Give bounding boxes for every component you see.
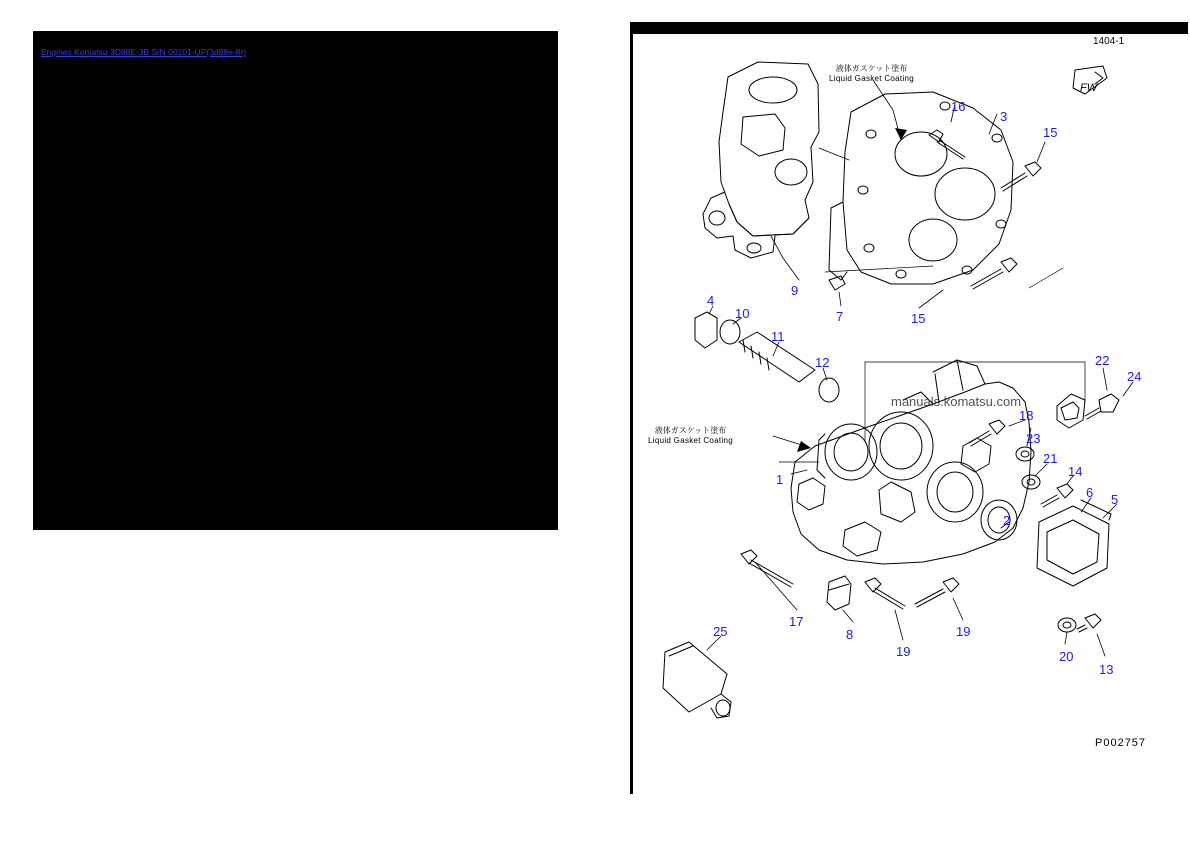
diagram-canvas [633, 22, 1188, 794]
callout-14[interactable]: 14 [1068, 464, 1083, 479]
gasket-coating-label-top [829, 64, 914, 84]
callout-19-a[interactable]: 19 [896, 644, 911, 659]
callout-16-a[interactable]: 16 [951, 99, 966, 114]
callout-15-b[interactable]: 15 [911, 311, 926, 326]
callout-25[interactable]: 25 [713, 624, 728, 639]
callout-19-b[interactable]: 19 [956, 624, 971, 639]
forward-direction-label: FW [1080, 82, 1098, 94]
page-code-label: 1404-1 [1093, 36, 1125, 47]
callout-2[interactable]: 2 [1003, 513, 1011, 528]
callout-23[interactable]: 23 [1026, 431, 1041, 446]
callout-15-a[interactable]: 15 [1043, 125, 1058, 140]
left-black-panel [33, 31, 558, 530]
gasket-coating-jp-left: 液体ガスケット塗布 [654, 426, 727, 435]
site-watermark: manuals.komatsu.com [891, 394, 1022, 409]
parts-diagram-panel [630, 22, 1185, 794]
callout-5[interactable]: 5 [1111, 492, 1119, 507]
callout-1[interactable]: 1 [776, 472, 784, 487]
gasket-coating-jp-top: 液体ガスケット塗布 [835, 64, 908, 73]
catalog-title-link[interactable]: Engines Komatsu 3D88E-3B S/N 00101-UP(3d88e-8r) [41, 47, 247, 57]
callout-4[interactable]: 4 [707, 293, 715, 308]
callout-21[interactable]: 21 [1043, 451, 1058, 466]
callout-13[interactable]: 13 [1099, 662, 1114, 677]
callout-20[interactable]: 20 [1059, 649, 1074, 664]
callout-22[interactable]: 22 [1095, 353, 1110, 368]
drawing-number: P002757 [1095, 737, 1147, 749]
gasket-coating-en-left: Liquid Gasket Coating [648, 436, 734, 445]
callout-17[interactable]: 17 [789, 614, 804, 629]
callout-24[interactable]: 24 [1127, 369, 1142, 384]
callout-12[interactable]: 12 [815, 355, 830, 370]
callout-7[interactable]: 7 [836, 309, 844, 324]
callout-10[interactable]: 10 [735, 306, 750, 321]
gasket-coating-en-top: Liquid Gasket Coating [829, 74, 915, 83]
callout-6[interactable]: 6 [1086, 485, 1094, 500]
callout-11[interactable]: 11 [771, 329, 785, 344]
callout-8[interactable]: 8 [846, 627, 854, 642]
callout-18[interactable]: 18 [1019, 408, 1034, 423]
callout-3[interactable]: 3 [1000, 109, 1008, 124]
gasket-coating-label-left [648, 426, 733, 446]
callout-9[interactable]: 9 [791, 283, 799, 298]
